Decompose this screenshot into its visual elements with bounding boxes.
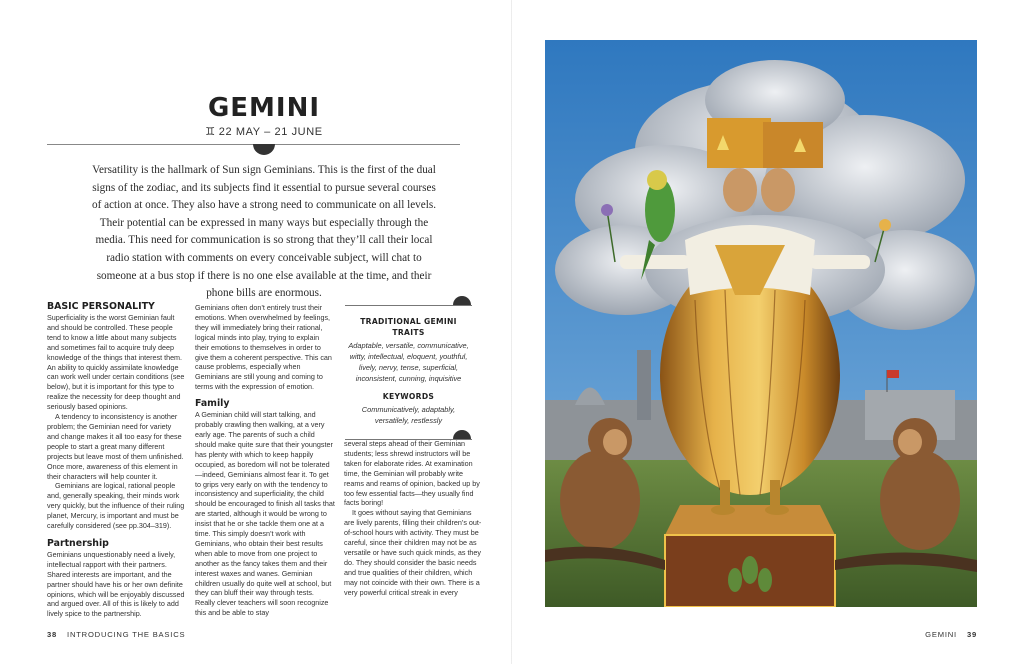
column-3 <box>344 439 482 598</box>
gemini-illustration <box>545 40 977 607</box>
traits-text: Adaptable, versatile, communicative, witty, intellectual, eloquent, youthful, lively, nervy, tense, superficial, inconsistent, cunning, inquisitive <box>348 341 469 383</box>
footer-left <box>47 630 185 639</box>
paragraph: It goes without saying that Geminians are lively parents, filling their children’s out-of-school hours with activity. They must be careful, since their children may not be as versatile or have such quick minds, as they do. They should consider the basic needs and true qualities of their children, which may not coincide with their own. There is a very powerful critical streak in every <box>344 508 482 597</box>
paragraph: Superficiality is the worst Geminian fault and should be controlled. These people tend to know a little about many subjects and sometimes fail to acquire truly deep knowledge of the things that interest them. An ability to quickly assimilate knowledge can work well under certain conditions (see below), but it is important for this type to realize the necessity for deep thought and seriously based opinions. <box>47 313 185 412</box>
traits-divider-top <box>345 305 472 306</box>
traits-ornament-top <box>453 296 471 305</box>
footer-right <box>925 630 977 639</box>
traits-ornament-bottom <box>453 430 471 439</box>
paragraph: A tendency to inconsistency is another problem; the Geminian need for variety and change makes it all too easy for these people to start a great many different projects but leave most of them unfinished. Once more, awareness of this element in their characters will help counter it. <box>47 412 184 481</box>
keywords-heading: KEYWORDS <box>382 392 435 401</box>
title-divider-ornament <box>253 144 275 155</box>
traits-box <box>345 316 472 426</box>
gemini-glyph-icon: ♊ <box>205 125 216 138</box>
paragraph: Geminians are logical, rational people and, generally speaking, their minds work very quickly, but the influence of their ruling planet, Mercury, is important and must be carefully considered (see pp.304–319). <box>47 481 185 531</box>
intro-paragraph: Versatility is the hallmark of Sun sign Geminians. This is the first of the dual signs of the zodiac, and its subjects find it essential to pursue several courses of action at once. They also have a strong need to communicate on all levels. Their potential can be expressed in many ways but especially through the media. This need for communication is so strong that they’ll call their local radio station with comments on every conceivable subject, will chat to someone at a bus stop if there is no one else available at the time, and their phone bills are enormous. <box>91 164 436 300</box>
paragraph: several steps ahead of their Geminian students; less shrewd instructors will be taken for elaborate rides. At examination time, the Geminian will probably write reams and reams of opinion, backed up by too few essential facts—they usually find facts boring! <box>344 439 480 508</box>
traits-heading: TRADITIONAL GEMINI TRAITS <box>360 317 457 337</box>
paragraph: Geminians unquestionably need a lively, intellectual rapport with their partners. Shared interests are important, and the partner should have his or her own definite opinions, which will be enjoyably discussed and argued over. All of this is likely to add lively spice to the partnership. <box>47 549 185 619</box>
heading-family: Family <box>195 398 230 410</box>
page-title: GEMINI <box>207 93 321 123</box>
heading-basic-personality: BASIC PERSONALITY <box>47 301 155 312</box>
chapter-label: GEMINI <box>925 630 957 639</box>
heading-partnership: Partnership <box>47 537 109 549</box>
column-2 <box>195 303 335 618</box>
date-range-text: 22 MAY – 21 JUNE <box>218 126 323 138</box>
date-range <box>0 125 528 138</box>
section-label: INTRODUCING THE BASICS <box>67 630 186 639</box>
paragraph: Geminians often don’t entirely trust their emotions. When overwhelmed by feelings, they will immediately bring their rational, logical minds into play, trying to explain their emotions to themselves in order to give them a coherent perspective. This can cause problems, especially when Geminians are still young and coming to terms with the expression of emotion. <box>195 303 332 392</box>
paragraph: A Geminian child will start talking, and probably crawling then walking, at a very early age. The parents of such a child should make quite sure that their youngster has plenty with which to keep happily occupied, as boredom will not be tolerated—indeed, Geminians almost fear it. To get to grips very early on with the tendency to inconsistency and superficiality, the child should be encouraged to finish all tasks that are started, although it would be wrong to insist that he or she tackle them one at a time. This simply doesn’t work with Geminians, who obtain their best results when able to move from one project to another as the fancy takes them and their interest waxes and wanes. Geminian children usually do quite well at school, but they can bluff their way through tests. Really clever teachers will soon recognize this and be able to stay <box>195 410 335 618</box>
page-number-left: 38 <box>47 630 58 639</box>
page-number-right: 39 <box>966 630 977 639</box>
pedestal <box>665 505 835 607</box>
keywords-text: Communicatively, adaptably, versatilely, restlessly <box>361 405 456 425</box>
column-1 <box>47 301 185 619</box>
